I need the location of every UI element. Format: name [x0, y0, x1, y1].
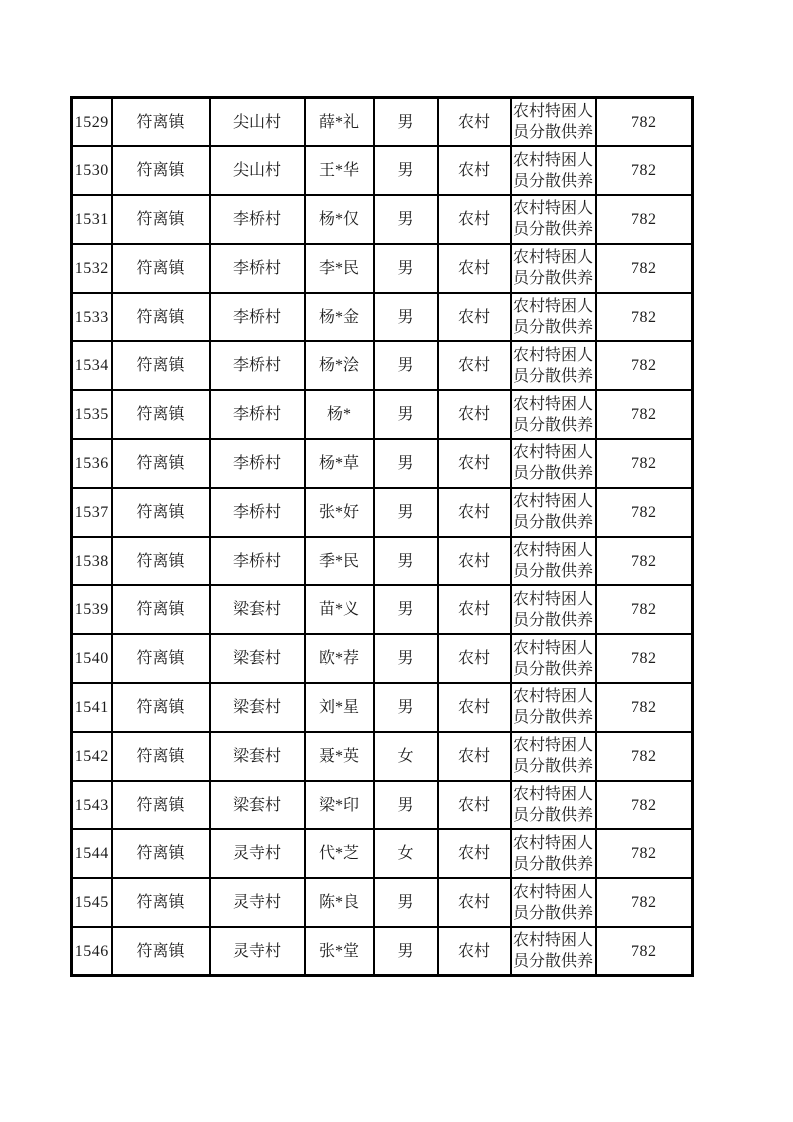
table-row	[72, 244, 693, 293]
cell-assistance-category: 农村特困人员分散供养	[511, 927, 596, 976]
cell-person-name: 刘*星	[305, 683, 374, 732]
cell-amount: 782	[596, 488, 693, 537]
cell-serial-number: 1540	[72, 634, 112, 683]
cell-region-type: 农村	[438, 927, 511, 976]
cell-person-name: 王*华	[305, 146, 374, 195]
cell-serial-number: 1544	[72, 829, 112, 878]
cell-serial-number: 1537	[72, 488, 112, 537]
cell-town: 符离镇	[112, 537, 210, 586]
cell-region-type: 农村	[438, 390, 511, 439]
cell-person-name: 聂*英	[305, 732, 374, 781]
cell-gender: 男	[374, 585, 438, 634]
cell-village: 尖山村	[210, 146, 305, 195]
cell-assistance-category: 农村特困人员分散供养	[511, 829, 596, 878]
cell-town: 符离镇	[112, 341, 210, 390]
cell-region-type: 农村	[438, 195, 511, 244]
cell-town: 符离镇	[112, 488, 210, 537]
cell-assistance-category: 农村特困人员分散供养	[511, 98, 596, 147]
cell-amount: 782	[596, 927, 693, 976]
cell-assistance-category: 农村特困人员分散供养	[511, 439, 596, 488]
cell-amount: 782	[596, 390, 693, 439]
cell-amount: 782	[596, 146, 693, 195]
cell-serial-number: 1535	[72, 390, 112, 439]
cell-village: 李桥村	[210, 195, 305, 244]
cell-region-type: 农村	[438, 829, 511, 878]
cell-person-name: 杨*	[305, 390, 374, 439]
cell-gender: 男	[374, 195, 438, 244]
cell-region-type: 农村	[438, 439, 511, 488]
cell-region-type: 农村	[438, 878, 511, 927]
cell-person-name: 杨*金	[305, 293, 374, 342]
cell-assistance-category: 农村特困人员分散供养	[511, 585, 596, 634]
cell-town: 符离镇	[112, 634, 210, 683]
cell-village: 李桥村	[210, 439, 305, 488]
table-row	[72, 537, 693, 586]
cell-region-type: 农村	[438, 781, 511, 830]
cell-assistance-category: 农村特困人员分散供养	[511, 878, 596, 927]
cell-town: 符离镇	[112, 781, 210, 830]
cell-town: 符离镇	[112, 98, 210, 147]
cell-assistance-category: 农村特困人员分散供养	[511, 537, 596, 586]
cell-gender: 男	[374, 244, 438, 293]
cell-town: 符离镇	[112, 439, 210, 488]
cell-gender: 男	[374, 781, 438, 830]
cell-region-type: 农村	[438, 683, 511, 732]
cell-gender: 女	[374, 732, 438, 781]
cell-village: 李桥村	[210, 537, 305, 586]
cell-village: 李桥村	[210, 244, 305, 293]
cell-town: 符离镇	[112, 927, 210, 976]
cell-village: 梁套村	[210, 732, 305, 781]
cell-gender: 男	[374, 98, 438, 147]
cell-town: 符离镇	[112, 390, 210, 439]
cell-person-name: 李*民	[305, 244, 374, 293]
cell-amount: 782	[596, 829, 693, 878]
cell-serial-number: 1533	[72, 293, 112, 342]
cell-region-type: 农村	[438, 341, 511, 390]
table-row	[72, 878, 693, 927]
cell-person-name: 陈*良	[305, 878, 374, 927]
cell-person-name: 代*芝	[305, 829, 374, 878]
cell-town: 符离镇	[112, 829, 210, 878]
cell-village: 李桥村	[210, 488, 305, 537]
table-row	[72, 585, 693, 634]
cell-assistance-category: 农村特困人员分散供养	[511, 195, 596, 244]
cell-assistance-category: 农村特困人员分散供养	[511, 146, 596, 195]
cell-serial-number: 1534	[72, 341, 112, 390]
cell-town: 符离镇	[112, 585, 210, 634]
cell-gender: 男	[374, 341, 438, 390]
cell-person-name: 张*好	[305, 488, 374, 537]
table-row	[72, 829, 693, 878]
cell-gender: 女	[374, 829, 438, 878]
table-row	[72, 195, 693, 244]
cell-village: 灵寺村	[210, 829, 305, 878]
cell-assistance-category: 农村特困人员分散供养	[511, 244, 596, 293]
cell-serial-number: 1529	[72, 98, 112, 147]
cell-town: 符离镇	[112, 195, 210, 244]
cell-serial-number: 1531	[72, 195, 112, 244]
table-row	[72, 341, 693, 390]
cell-gender: 男	[374, 927, 438, 976]
cell-serial-number: 1545	[72, 878, 112, 927]
cell-region-type: 农村	[438, 244, 511, 293]
cell-region-type: 农村	[438, 537, 511, 586]
table-row	[72, 439, 693, 488]
cell-town: 符离镇	[112, 683, 210, 732]
cell-assistance-category: 农村特困人员分散供养	[511, 634, 596, 683]
cell-person-name: 梁*印	[305, 781, 374, 830]
table-row	[72, 390, 693, 439]
cell-serial-number: 1543	[72, 781, 112, 830]
cell-village: 李桥村	[210, 341, 305, 390]
cell-gender: 男	[374, 439, 438, 488]
cell-person-name: 杨*仅	[305, 195, 374, 244]
cell-amount: 782	[596, 341, 693, 390]
cell-amount: 782	[596, 537, 693, 586]
cell-assistance-category: 农村特困人员分散供养	[511, 293, 596, 342]
table-row	[72, 293, 693, 342]
cell-region-type: 农村	[438, 634, 511, 683]
cell-region-type: 农村	[438, 146, 511, 195]
cell-serial-number: 1536	[72, 439, 112, 488]
cell-serial-number: 1541	[72, 683, 112, 732]
cell-serial-number: 1542	[72, 732, 112, 781]
table-row	[72, 683, 693, 732]
cell-assistance-category: 农村特困人员分散供养	[511, 390, 596, 439]
cell-serial-number: 1538	[72, 537, 112, 586]
cell-gender: 男	[374, 634, 438, 683]
cell-village: 灵寺村	[210, 878, 305, 927]
cell-amount: 782	[596, 781, 693, 830]
cell-town: 符离镇	[112, 244, 210, 293]
cell-serial-number: 1532	[72, 244, 112, 293]
table-row	[72, 146, 693, 195]
cell-amount: 782	[596, 683, 693, 732]
cell-region-type: 农村	[438, 98, 511, 147]
cell-assistance-category: 农村特困人员分散供养	[511, 341, 596, 390]
cell-gender: 男	[374, 537, 438, 586]
cell-village: 梁套村	[210, 585, 305, 634]
cell-village: 梁套村	[210, 634, 305, 683]
cell-region-type: 农村	[438, 488, 511, 537]
cell-person-name: 薛*礼	[305, 98, 374, 147]
cell-person-name: 季*民	[305, 537, 374, 586]
cell-gender: 男	[374, 488, 438, 537]
cell-amount: 782	[596, 585, 693, 634]
cell-person-name: 苗*义	[305, 585, 374, 634]
cell-person-name: 张*堂	[305, 927, 374, 976]
cell-gender: 男	[374, 683, 438, 732]
cell-amount: 782	[596, 98, 693, 147]
cell-serial-number: 1546	[72, 927, 112, 976]
cell-town: 符离镇	[112, 878, 210, 927]
table-row	[72, 927, 693, 976]
cell-amount: 782	[596, 634, 693, 683]
cell-region-type: 农村	[438, 293, 511, 342]
cell-region-type: 农村	[438, 585, 511, 634]
cell-village: 灵寺村	[210, 927, 305, 976]
cell-assistance-category: 农村特困人员分散供养	[511, 781, 596, 830]
table-row	[72, 732, 693, 781]
cell-amount: 782	[596, 195, 693, 244]
cell-region-type: 农村	[438, 732, 511, 781]
cell-gender: 男	[374, 878, 438, 927]
table-row	[72, 98, 693, 147]
cell-amount: 782	[596, 293, 693, 342]
welfare-recipient-table	[70, 96, 694, 977]
cell-village: 梁套村	[210, 781, 305, 830]
cell-village: 李桥村	[210, 390, 305, 439]
cell-town: 符离镇	[112, 732, 210, 781]
cell-town: 符离镇	[112, 146, 210, 195]
cell-serial-number: 1530	[72, 146, 112, 195]
cell-amount: 782	[596, 878, 693, 927]
cell-gender: 男	[374, 293, 438, 342]
table-row	[72, 488, 693, 537]
cell-assistance-category: 农村特困人员分散供养	[511, 488, 596, 537]
cell-amount: 782	[596, 439, 693, 488]
cell-village: 尖山村	[210, 98, 305, 147]
cell-person-name: 杨*草	[305, 439, 374, 488]
cell-amount: 782	[596, 732, 693, 781]
cell-serial-number: 1539	[72, 585, 112, 634]
table-row	[72, 781, 693, 830]
table-body	[72, 98, 693, 976]
cell-assistance-category: 农村特困人员分散供养	[511, 683, 596, 732]
cell-person-name: 杨*浍	[305, 341, 374, 390]
cell-town: 符离镇	[112, 293, 210, 342]
cell-gender: 男	[374, 146, 438, 195]
cell-village: 李桥村	[210, 293, 305, 342]
cell-person-name: 欧*荐	[305, 634, 374, 683]
cell-amount: 782	[596, 244, 693, 293]
cell-assistance-category: 农村特困人员分散供养	[511, 732, 596, 781]
cell-gender: 男	[374, 390, 438, 439]
cell-village: 梁套村	[210, 683, 305, 732]
table-row	[72, 634, 693, 683]
